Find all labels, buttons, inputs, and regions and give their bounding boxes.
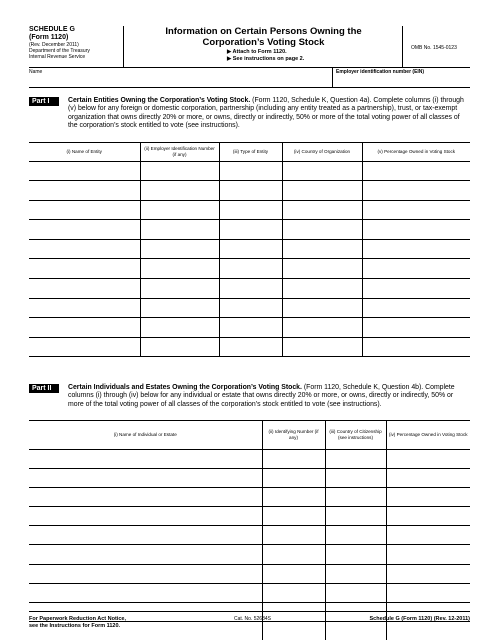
paperwork-notice: [29, 616, 126, 630]
part-1-entry-cell[interactable]: [29, 161, 140, 181]
part-1-entry-cell[interactable]: [282, 239, 362, 259]
part-2-entry-cell[interactable]: [29, 526, 262, 545]
name-label: Name: [29, 69, 43, 75]
part-1-header-row: [29, 143, 470, 161]
part-2-entry-cell[interactable]: [262, 583, 325, 602]
table-row: [29, 161, 470, 181]
footer-form-id: Schedule G (Form 1120) (Rev. 12-2011): [369, 616, 470, 622]
part-2-entry-cell[interactable]: [325, 507, 386, 526]
part-2-entry-cell[interactable]: [386, 507, 470, 526]
part-1-entry-cell[interactable]: [140, 259, 219, 279]
ein-label: Employer identification number (EIN): [336, 69, 425, 75]
part-2-entry-cell[interactable]: [29, 564, 262, 583]
part-1-table: [29, 143, 470, 357]
attach-note: ▶ Attach to Form 1120.: [227, 49, 287, 55]
department-label: Department of the Treasury: [29, 48, 90, 54]
part-2-badge: Part II: [29, 384, 59, 393]
revision-date: (Rev. December 2011): [29, 42, 79, 48]
part-2-entry-cell[interactable]: [325, 564, 386, 583]
part-1-instructions: [68, 97, 470, 130]
part-2-entry-cell[interactable]: [325, 449, 386, 468]
part-2-entry-cell[interactable]: [325, 468, 386, 487]
part-1-entry-cell[interactable]: [282, 181, 362, 201]
part-1-entry-cell[interactable]: [29, 279, 140, 299]
part-1-entry-cell[interactable]: [219, 220, 282, 240]
part-1-col-ein: (ii) Employer Identification Number (if any): [140, 143, 219, 161]
part-2-col-percentage: (iv) Percentage Owned in Voting Stock: [386, 421, 470, 449]
table-row: [29, 181, 470, 201]
part-2-instructions: [68, 384, 470, 409]
form-id-block: [29, 26, 124, 68]
table-row: [29, 583, 470, 602]
part-1-col-percentage: (v) Percentage Owned in Voting Stock: [362, 143, 470, 161]
part-1-entry-cell[interactable]: [140, 279, 219, 299]
part-2-entry-cell[interactable]: [262, 449, 325, 468]
part-1-section: [29, 97, 470, 362]
form-title-line2: Corporation’s Voting Stock: [202, 37, 325, 48]
part-1-col-name: (i) Name of Entity: [29, 143, 140, 161]
form-header: [29, 26, 470, 68]
part-1-body: (Form 1120, Schedule K, Question 4a). Complete columns (i) through (v) below for any foreign or domestic corporation, partnership (including any entity treated as a partnership), trust, or tax-exempt organization that owns directly 20% or more, or owns, directly or indirectly, 50% or more of the total voting power of all classes of the corporation’s stock entitled to vote (see instructions).: [68, 97, 464, 129]
part-2-entry-cell[interactable]: [262, 564, 325, 583]
part-2-entry-cell[interactable]: [386, 487, 470, 506]
part-1-entry-cell[interactable]: [282, 161, 362, 181]
part-1-entry-cell[interactable]: [362, 279, 470, 299]
form-title-line1: Information on Certain Persons Owning the: [165, 26, 362, 37]
part-1-badge: Part I: [29, 97, 59, 106]
part-1-entry-cell[interactable]: [219, 279, 282, 299]
paperwork-line-2: see the Instructions for Form 1120.: [29, 623, 121, 629]
table-row: [29, 526, 470, 545]
part-2-entry-cell[interactable]: [262, 468, 325, 487]
table-row: [29, 487, 470, 506]
part-2-body: (Form 1120, Schedule K, Question 4b). Complete columns (i) through (iv) below for any individual or estate that owns directly 20% or more, or owns, directly or indirectly, 50% or more of the total voting power of all classes of the corporation’s stock entitled to vote (see instructions).: [68, 384, 455, 408]
part-1-entry-cell[interactable]: [140, 200, 219, 220]
part-2-entry-cell[interactable]: [29, 468, 262, 487]
part-1-entry-cell[interactable]: [29, 259, 140, 279]
part-2-entry-cell[interactable]: [262, 545, 325, 564]
part-1-entry-cell[interactable]: [219, 318, 282, 338]
part-1-entry-cell[interactable]: [362, 239, 470, 259]
part-1-entry-cell[interactable]: [140, 298, 219, 318]
part-2-entry-cell[interactable]: [29, 583, 262, 602]
part-1-entry-cell[interactable]: [140, 239, 219, 259]
part-2-entry-cell[interactable]: [325, 583, 386, 602]
paperwork-line-1: For Paperwork Reduction Act Notice,: [29, 616, 126, 622]
part-1-entry-cell[interactable]: [282, 279, 362, 299]
part-1-entry-cell[interactable]: [29, 220, 140, 240]
part-2-entry-cell[interactable]: [325, 526, 386, 545]
ein-field[interactable]: [332, 68, 470, 88]
part-1-entry-cell[interactable]: [362, 318, 470, 338]
part-1-entry-cell[interactable]: [282, 259, 362, 279]
part-1-entry-cell[interactable]: [282, 298, 362, 318]
part-2-entry-cell[interactable]: [325, 545, 386, 564]
table-row: [29, 545, 470, 564]
part-2-header-row: [29, 421, 470, 449]
table-row: [29, 337, 470, 357]
part-2-entry-cell[interactable]: [29, 449, 262, 468]
table-row: [29, 298, 470, 318]
part-1-entry-cell[interactable]: [140, 318, 219, 338]
part-2-section: [29, 384, 470, 604]
part-1-entry-cell[interactable]: [362, 181, 470, 201]
part-1-entry-cell[interactable]: [219, 239, 282, 259]
table-row: [29, 239, 470, 259]
part-2-col-name: (i) Name of Individual or Estate: [29, 421, 262, 449]
part-1-entry-cell[interactable]: [282, 220, 362, 240]
part-1-entry-cell[interactable]: [140, 337, 219, 357]
form-title-block: [125, 26, 402, 68]
table-row: [29, 449, 470, 468]
table-row: [29, 507, 470, 526]
part-1-entry-cell[interactable]: [29, 337, 140, 357]
part-2-entry-cell[interactable]: [386, 468, 470, 487]
part-1-entry-cell[interactable]: [219, 200, 282, 220]
service-label: Internal Revenue Service: [29, 54, 86, 60]
part-2-entry-cell[interactable]: [386, 564, 470, 583]
name-row: [29, 68, 470, 88]
instructions-note: ▶ See instructions on page 2.: [227, 55, 305, 62]
part-1-entry-cell[interactable]: [140, 220, 219, 240]
part-1-entry-cell[interactable]: [29, 239, 140, 259]
part-1-entry-cell[interactable]: [29, 200, 140, 220]
part-2-entry-cell[interactable]: [29, 545, 262, 564]
part-2-entry-cell[interactable]: [386, 583, 470, 602]
part-2-entry-cell[interactable]: [262, 526, 325, 545]
form-number: (Form 1120): [29, 34, 69, 41]
part-2-entry-cell[interactable]: [386, 545, 470, 564]
part-1-entry-cell[interactable]: [362, 298, 470, 318]
part-1-entry-cell[interactable]: [219, 181, 282, 201]
part-2-entry-cell[interactable]: [325, 487, 386, 506]
part-1-entry-cell[interactable]: [29, 181, 140, 201]
form-footer: [29, 611, 470, 629]
part-2-table: [29, 421, 470, 640]
part-1-heading: Certain Entities Owning the Corporation’s Voting Stock.: [68, 97, 251, 104]
part-2-entry-cell[interactable]: [29, 507, 262, 526]
part-2-col-id-number: (ii) Identifying Number (if any): [262, 421, 325, 449]
part-2-entry-cell[interactable]: [386, 526, 470, 545]
omb-number: OMB No. 1545-0123: [411, 45, 457, 51]
part-1-col-type: (iii) Type of Entity: [219, 143, 282, 161]
part-1-entry-cell[interactable]: [219, 259, 282, 279]
part-1-entry-cell[interactable]: [140, 181, 219, 201]
part-1-entry-cell[interactable]: [362, 259, 470, 279]
table-row: [29, 200, 470, 220]
table-row: [29, 220, 470, 240]
part-1-entry-cell[interactable]: [362, 220, 470, 240]
part-1-entry-cell[interactable]: [362, 200, 470, 220]
part-1-entry-cell[interactable]: [219, 298, 282, 318]
table-row: [29, 318, 470, 338]
part-1-col-country: (iv) Country of Organization: [282, 143, 362, 161]
part-1-entry-cell[interactable]: [219, 337, 282, 357]
table-row: [29, 259, 470, 279]
part-1-entry-cell[interactable]: [282, 337, 362, 357]
part-1-entry-cell[interactable]: [282, 200, 362, 220]
table-row: [29, 468, 470, 487]
part-1-entry-cell[interactable]: [282, 318, 362, 338]
table-row: [29, 564, 470, 583]
part-1-entry-cell[interactable]: [362, 161, 470, 181]
schedule-label: SCHEDULE G: [29, 26, 75, 33]
part-2-entry-cell[interactable]: [386, 449, 470, 468]
table-row: [29, 279, 470, 299]
part-1-entry-cell[interactable]: [362, 337, 470, 357]
part-2-col-citizenship: (iii) Country of Citizenship (see instructions): [325, 421, 386, 449]
part-2-heading: Certain Individuals and Estates Owning the Corporation’s Voting Stock.: [68, 384, 302, 391]
omb-block: [402, 26, 470, 68]
part-1-entry-cell[interactable]: [29, 318, 140, 338]
part-2-entry-cell[interactable]: [262, 507, 325, 526]
part-1-entry-cell[interactable]: [29, 298, 140, 318]
part-2-entry-cell[interactable]: [262, 487, 325, 506]
part-2-entry-cell[interactable]: [29, 487, 262, 506]
part-1-entry-cell[interactable]: [140, 161, 219, 181]
part-1-entry-cell[interactable]: [219, 161, 282, 181]
catalog-number: Cat. No. 52684S: [234, 616, 271, 622]
